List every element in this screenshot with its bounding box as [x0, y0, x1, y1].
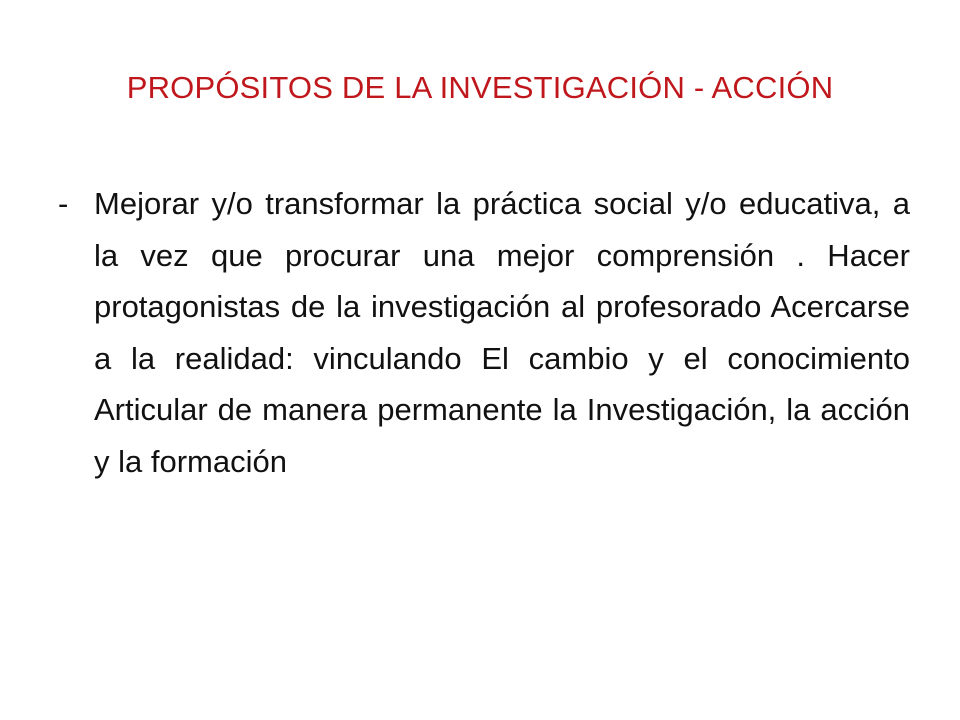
- bullet-text: Mejorar y/o transformar la práctica social y/o educativa, a la vez que procurar una mejor comprensión . Hacer protagonistas de la investigación al profesorado Acercarse a la realidad: vinculando El cambio y el conocimiento Articular de manera permanente la Investigación, la acción y la formación: [94, 186, 910, 479]
- slide-title: PROPÓSITOS DE LA INVESTIGACIÓN - ACCIÓN: [126, 70, 834, 105]
- bullet-marker: -: [58, 186, 69, 221]
- bullet-item: [54, 178, 910, 487]
- bullet-list: [54, 178, 910, 487]
